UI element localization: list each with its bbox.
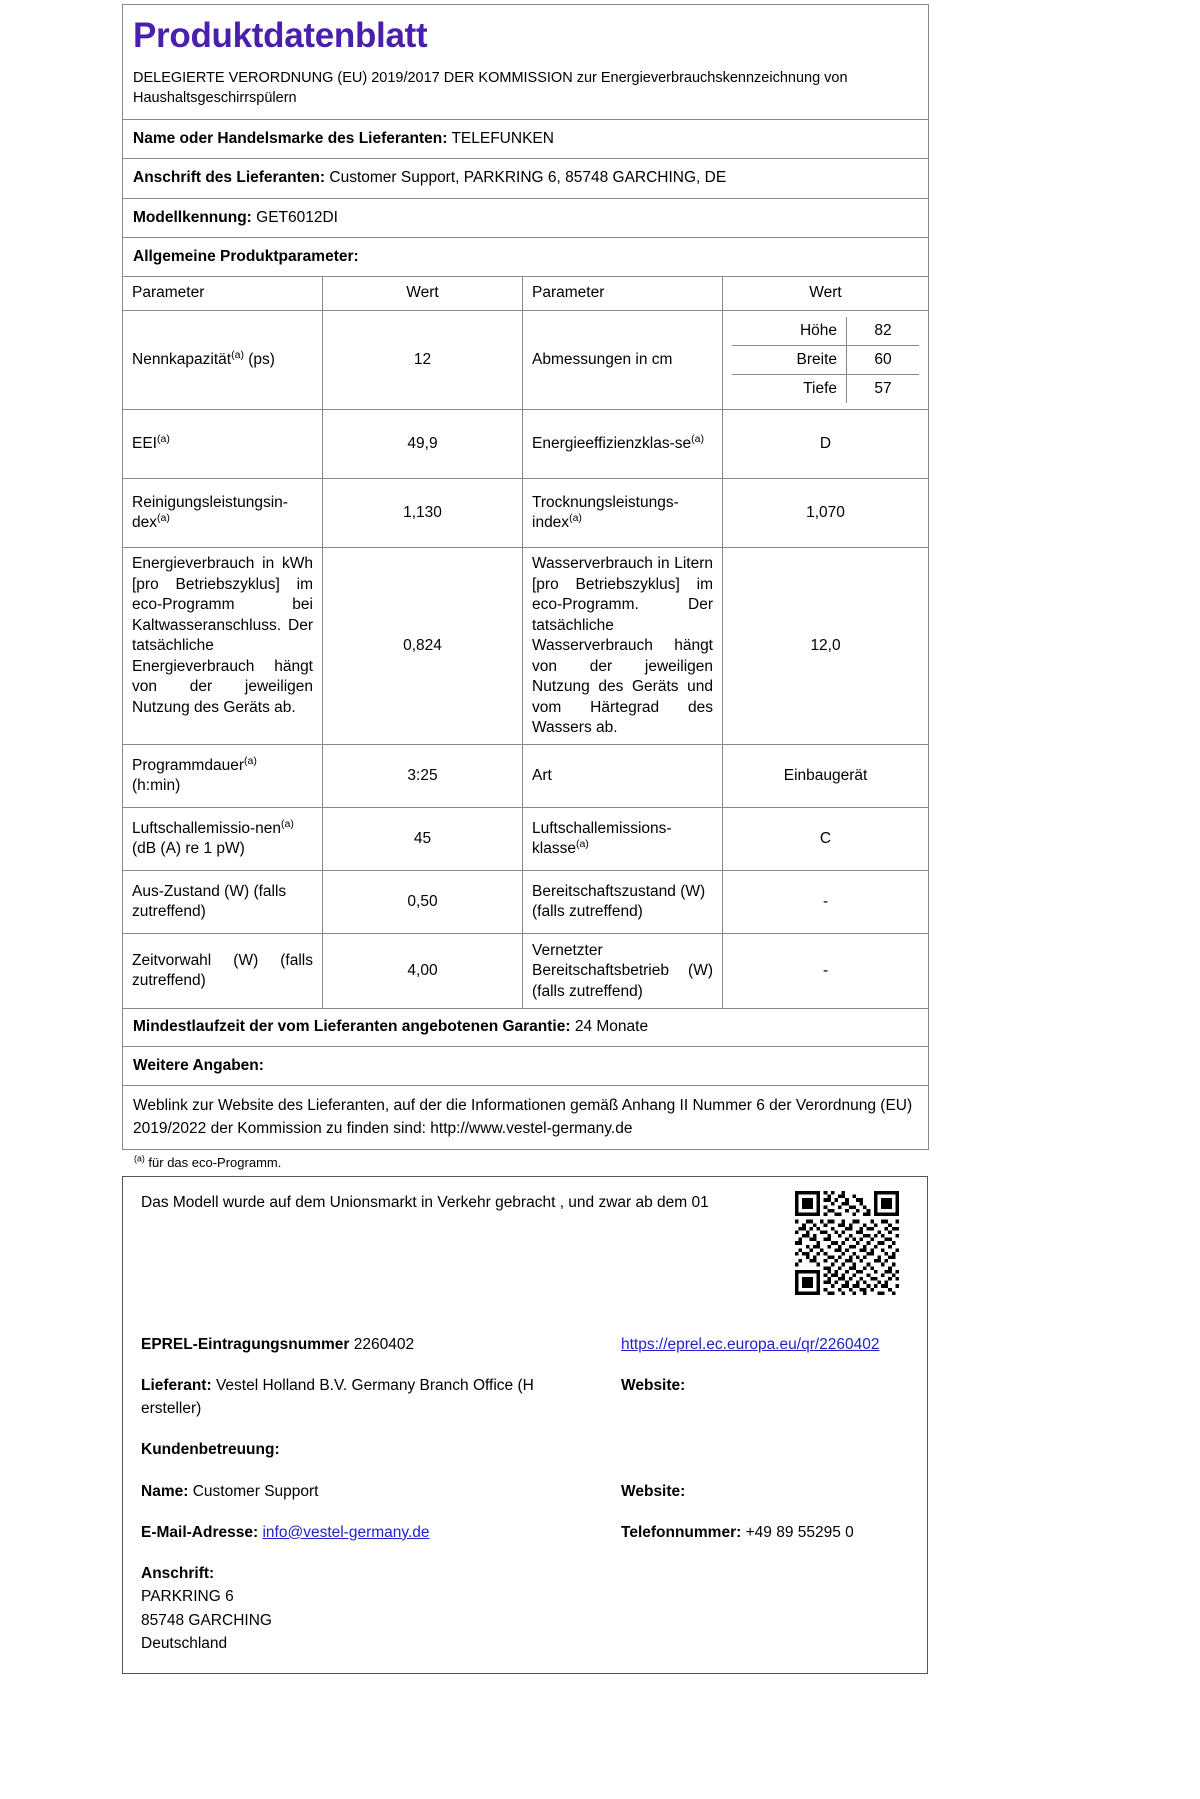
param-label-eei: EEI$^{(a)}$ (123, 410, 323, 479)
weblink-text: Weblink zur Website des Lieferanten, auf der die Informationen gemäß Anhang II Nummer 6 der Verordnung (EU) 2019/2022 der Kommission zu finden sind: (133, 1097, 913, 1137)
warranty-label: Mindestlaufzeit der vom Lieferanten angebotenen Garantie: (133, 1018, 571, 1036)
contact-email-group (137, 1521, 621, 1544)
param-label-wasserverbrauch: Wasserverbrauch in Litern [pro Betriebszyklus] im eco-Programm. Der tatsächliche Wasserverbrauch hängt von der jeweiligen Nutzung des Geräts und vom Härtegrad des Wassers ab. (523, 548, 723, 745)
supplier-bottom-value-line2: ersteller) (141, 1400, 202, 1418)
param-value-zeitvorwahl: 4,00 (323, 934, 523, 1009)
param-value-art: Einbaugerät (723, 745, 929, 808)
dimension-label-tiefe: Tiefe (732, 375, 847, 404)
footnote-marker: (a) (231, 348, 244, 361)
param-label-art: Art (523, 745, 723, 808)
dimension-value-hoehe: 82 (847, 317, 920, 346)
col-header-parameter-2: Parameter (523, 277, 723, 310)
contact-address-label: Anschrift: (141, 1565, 215, 1583)
col-header-parameter-1: Parameter (123, 277, 323, 310)
supplier-bottom-label: Lieferant: (141, 1376, 212, 1394)
table-row-delay-networked-standby (123, 934, 929, 1009)
contact-name-row (137, 1480, 913, 1503)
param-value-trocknungsleistungsindex: 1,070 (723, 479, 929, 548)
table-row-width (732, 346, 919, 375)
param-value-luftschallemissionen: 45 (323, 808, 523, 871)
param-value-eei: 49,9 (323, 410, 523, 479)
bottom-info-box (122, 1176, 928, 1674)
param-label-vernetzter-bereitschaftsbetrieb: Vernetzter Bereitschaftsbetrieb (W) (falls zutreffend) (523, 934, 723, 1009)
param-label-zeitvorwahl: Zeitvorwahl (W) (falls zutreffend) (123, 934, 323, 1009)
param-label-bereitschaftszustand: Bereitschaftszustand (W) (falls zutreffend) (523, 871, 723, 934)
footnote-marker: (a) (691, 432, 704, 445)
further-info-heading: Weitere Angaben: (123, 1046, 929, 1085)
supplier-address-label: Anschrift des Lieferanten: (133, 169, 326, 187)
param-label-trocknungsleistungsindex: Trocknungsleistungs-index$^{(a)}$ (523, 479, 723, 548)
title-row (123, 5, 929, 120)
param-value-aus-zustand: 0,50 (323, 871, 523, 934)
contact-address-line-1: PARKRING 6 (141, 1588, 234, 1606)
dimension-value-breite: 60 (847, 346, 920, 375)
supplier-website-group (621, 1374, 913, 1421)
footnote-eco-program: $^{(a)}$ für das eco-Programm. (134, 1153, 282, 1171)
contact-email-value[interactable]: info@vestel-germany.de (262, 1523, 430, 1541)
footnote-marker-a: (a) (134, 1153, 145, 1164)
warranty-value: 24 Monate (574, 1018, 649, 1036)
model-row (123, 198, 929, 237)
param-value-vernetzter-bereitschaftsbetrieb: - (723, 934, 929, 1009)
param-label-energieverbrauch: Energieverbrauch in kWh [pro Betriebszyklus] im eco-Programm bei Kaltwasseranschluss. Der tatsächliche Energieverbrauch hängt von der jeweiligen Nutzung des Geräts ab. (123, 548, 323, 745)
supplier-bottom-value-line1: Vestel Holland B.V. Germany Branch Office (H (215, 1376, 534, 1394)
eprel-row (137, 1333, 913, 1356)
param-label-programmdauer: Programmdauer$^{(a)}$ (h:min) (123, 745, 323, 808)
customer-care-heading: Kundenbetreuung: (141, 1441, 280, 1459)
contact-address-group (137, 1562, 913, 1655)
dimensions-subtable (732, 317, 919, 403)
eprel-value: 2260402 (353, 1335, 415, 1353)
general-params-heading: Allgemeine Produktparameter: (123, 238, 929, 277)
supplier-name-row (123, 119, 929, 158)
general-params-heading-row (123, 238, 929, 277)
param-value-energieeffizienzklasse: D (723, 410, 929, 479)
dimensions-subtable-cell (723, 310, 929, 409)
supplier-name-label: Name oder Handelsmarke des Lieferanten: (133, 129, 448, 147)
param-label-reinigungsleistungsindex: Reinigungsleistungsin-dex$^{(a)}$ (123, 479, 323, 548)
model-label: Modellkennung: (133, 208, 252, 226)
page-title: Produktdatenblatt (133, 16, 428, 55)
contact-email-label: E-Mail-Adresse: (141, 1523, 259, 1541)
dimension-label-breite: Breite (732, 346, 847, 375)
customer-care-row (137, 1438, 913, 1461)
eprel-label: EPREL-Eintragungsnummer (141, 1335, 350, 1353)
param-value-energieverbrauch: 0,824 (323, 548, 523, 745)
param-value-nennkapazitaet: 12 (323, 310, 523, 409)
table-row-energy-water-consumption (123, 548, 929, 745)
contact-website-group (621, 1480, 913, 1503)
model-value: GET6012DI (256, 208, 338, 226)
contact-email-phone-row (137, 1521, 913, 1544)
qr-code-icon (795, 1191, 899, 1295)
table-row-capacity-dimensions (123, 310, 929, 409)
param-label-luftschallemissionsklasse: Luftschallemissions-klasse$^{(a)}$ (523, 808, 723, 871)
param-value-luftschallemissionsklasse: C (723, 808, 929, 871)
table-row-eei-energy-class (123, 410, 929, 479)
table-row-weblink (123, 1086, 929, 1150)
customer-care-spacer (621, 1438, 913, 1461)
contact-phone-group (621, 1521, 913, 1544)
param-value-bereitschaftszustand: - (723, 871, 929, 934)
table-row-cleaning-drying-index (123, 479, 929, 548)
contact-address-line-3: Deutschland (141, 1634, 228, 1652)
table-row-noise-emission (123, 808, 929, 871)
param-value-wasserverbrauch: 12,0 (723, 548, 929, 745)
param-label-aus-zustand: Aus-Zustand (W) (falls zutreffend) (123, 871, 323, 934)
contact-name-value: Customer Support (192, 1482, 319, 1500)
param-label-energieeffizienzklasse: Energieeffizienzklas-$se^{(a)}$ (523, 410, 723, 479)
contact-name-group (137, 1480, 621, 1503)
main-datasheet-table (122, 4, 929, 1150)
contact-name-label: Name: (141, 1482, 189, 1500)
contact-website-label: Website: (621, 1482, 686, 1500)
footnote-marker: (a) (157, 512, 170, 525)
footnote-marker: (a) (281, 817, 294, 830)
supplier-group (137, 1374, 621, 1421)
param-label-nennkapazitaet: Nennkapazität$^{(a)}$ (ps) (123, 310, 323, 409)
footnote-marker: (a) (244, 754, 257, 767)
col-header-wert-2: Wert (723, 277, 929, 310)
param-value-programmdauer: 3:25 (323, 745, 523, 808)
regulation-subtitle: DELEGIERTE VERORDNUNG (EU) 2019/2017 DER KOMMISSION zur Energieverbrauchskennzeichnung von Haushaltsgeschirrspülern (133, 69, 848, 107)
table-row-height (732, 317, 919, 346)
table-row-duration-type (123, 745, 929, 808)
footnote-marker: (a) (156, 432, 170, 445)
footnote-marker: (a) (569, 512, 582, 525)
param-value-reinigungsleistungsindex: 1,130 (323, 479, 523, 548)
col-header-wert-1: Wert (323, 277, 523, 310)
eprel-number-group (137, 1333, 621, 1356)
supplier-row (137, 1374, 913, 1421)
supplier-address-value: Customer Support, PARKRING 6, 85748 GARCHING, DE (329, 169, 727, 187)
contact-phone-label: Telefonnummer: (621, 1523, 742, 1541)
table-row-off-standby-mode (123, 871, 929, 934)
supplier-name-value: TELEFUNKEN (451, 129, 554, 147)
table-row-depth (732, 375, 919, 404)
eprel-url-group (621, 1333, 913, 1356)
eprel-qr-link[interactable]: https://eprel.ec.europa.eu/qr/2260402 (621, 1335, 880, 1353)
param-label-luftschallemissionen: Luftschallemissio-nen$^{(a)}$ (dB (A) re 1 pW) (123, 808, 323, 871)
supplier-weblink-url[interactable]: http://www.vestel-germany.de (430, 1119, 633, 1137)
contact-phone-value: +49 89 55295 0 (745, 1523, 854, 1541)
table-row-warranty (123, 1009, 929, 1046)
supplier-website-label: Website: (621, 1376, 686, 1394)
market-placement-text: Das Modell wurde auf dem Unionsmarkt in Verkehr gebracht , und zwar ab dem 01 (141, 1194, 709, 1212)
footnote-marker: (a) (575, 838, 589, 851)
dimension-label-hoehe: Höhe (732, 317, 847, 346)
column-header-row (123, 277, 929, 310)
contact-address-line-2: 85748 GARCHING (141, 1611, 272, 1629)
dimension-value-tiefe: 57 (847, 375, 920, 404)
datasheet-content (122, 4, 928, 1674)
supplier-address-row (123, 159, 929, 198)
table-row-further-info-heading (123, 1046, 929, 1085)
param-label-abmessungen: Abmessungen in cm (523, 310, 723, 409)
